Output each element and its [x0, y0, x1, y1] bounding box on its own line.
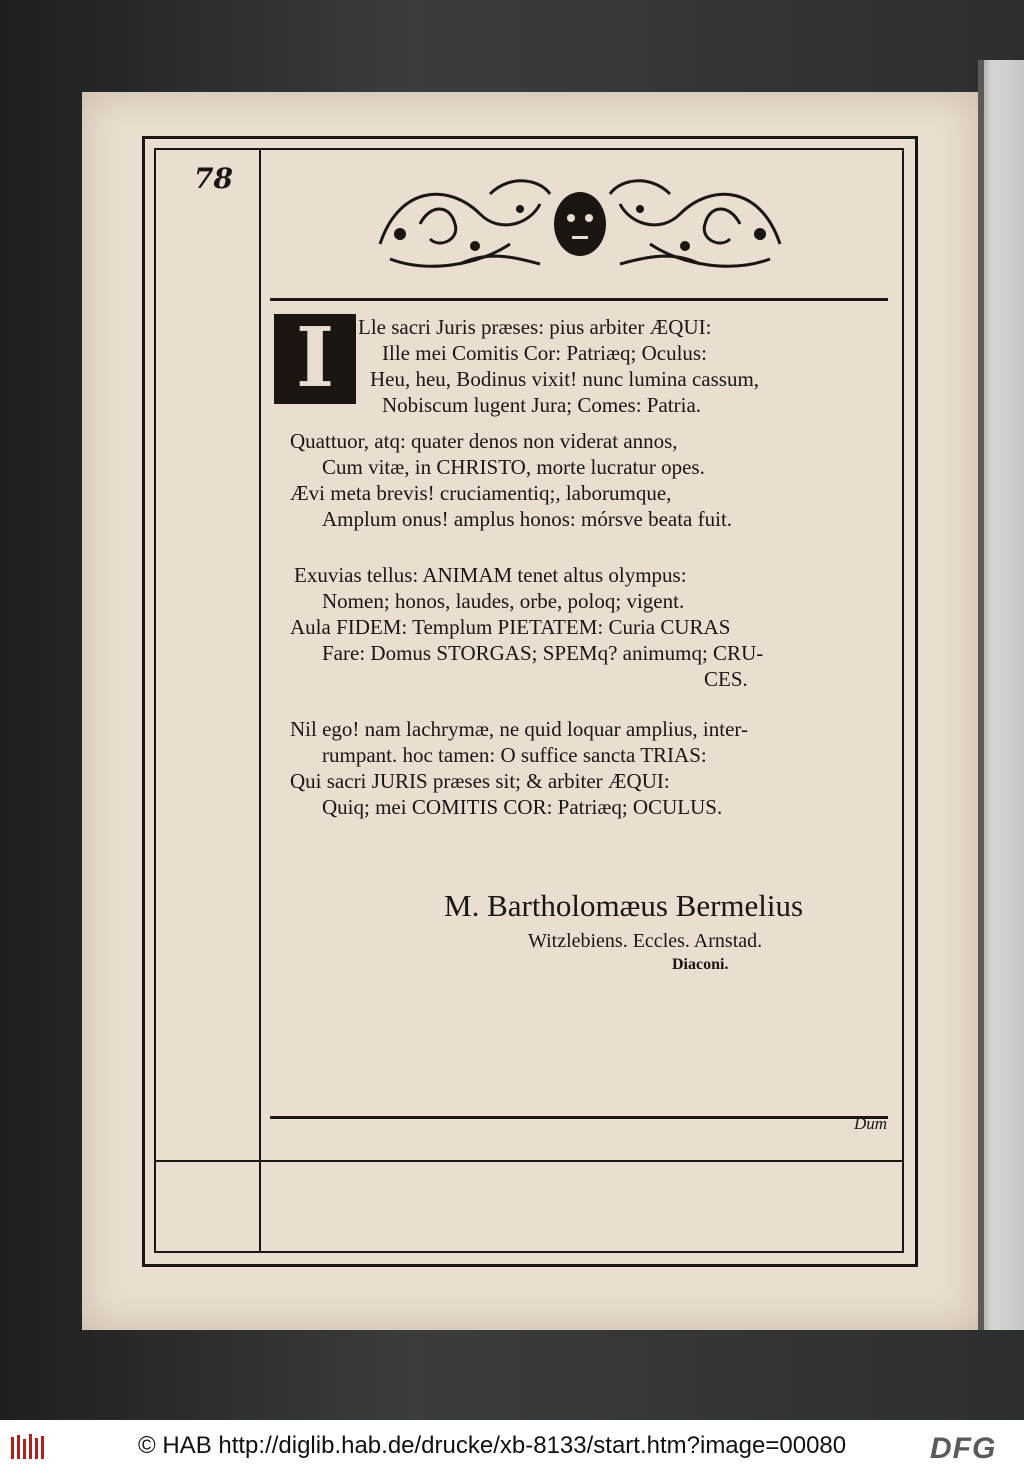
signature-name: M. Bartholomæus Bermelius — [444, 888, 804, 923]
footer-rule — [270, 1116, 888, 1119]
verse-line: Ævi meta brevis! cruciamentiq;, laborumque, — [290, 481, 672, 505]
verse-line: Heu, heu, Bodinus vixit! nunc lumina cassum, — [370, 367, 760, 391]
signature-title: Witzlebiens. Eccles. Arnstad. — [528, 930, 763, 952]
verse-line: Lle sacri Juris præses: pius arbiter ÆQUI: — [358, 315, 712, 339]
verse-line: Aula FIDEM: Templum PIETATEM: Curia CURAS — [290, 615, 731, 639]
signature-role: Diaconi. — [672, 956, 729, 973]
verse-line: rumpant. hoc tamen: O suffice sancta TRIAS: — [322, 743, 707, 767]
verse-line: Nobiscum lugent Jura; Comes: Patria. — [382, 393, 702, 417]
decorated-initial — [274, 310, 356, 406]
verse-line: Nomen; honos, laudes, orbe, poloq; vigent. — [322, 589, 685, 613]
verse-line: Ille mei Comitis Cor: Patriæq; Oculus: — [382, 341, 707, 365]
verse-line: Qui sacri JURIS præses sit; & arbiter ÆQUI: — [290, 769, 670, 793]
verse-line: Fare: Domus STORGAS; SPEMq? animumq; CRU- — [322, 641, 764, 665]
dfg-logo: DFG — [930, 1432, 997, 1465]
initial-letter: I — [295, 310, 335, 406]
header-rule — [270, 298, 888, 301]
hab-library-logo-icon — [10, 1433, 48, 1461]
headpiece-ornament-icon — [360, 164, 800, 276]
verse-line: Nil ego! nam lachrymæ, ne quid loquar amplius, inter- — [290, 717, 748, 741]
book-page — [82, 92, 978, 1330]
verse-line: Cum vitæ, in CHRISTO, morte lucratur opes. — [322, 455, 705, 479]
verse-line: CES. — [704, 667, 748, 691]
margin-rule — [259, 148, 261, 1253]
verse-line: Quattuor, atq: quater denos non viderat annos, — [290, 429, 678, 453]
verse-line: Amplum onus! amplus honos: mórsve beata fuit. — [322, 507, 733, 531]
adjacent-page-edge — [978, 60, 1024, 1330]
catchword: Dum — [854, 1114, 888, 1133]
page-number: 78 — [194, 162, 233, 195]
footer-rule-lower — [154, 1160, 902, 1162]
verse-line: Quiq; mei COMITIS COR: Patriæq; OCULUS. — [322, 795, 723, 819]
page-spine-shadow — [978, 60, 984, 1330]
verse-line: Exuvias tellus: ANIMAM tenet altus olympus: — [294, 563, 687, 587]
attribution-link[interactable]: © HAB http://diglib.hab.de/drucke/xb-8133/start.htm?image=00080 — [138, 1432, 847, 1459]
viewer-footer — [0, 1420, 1024, 1473]
